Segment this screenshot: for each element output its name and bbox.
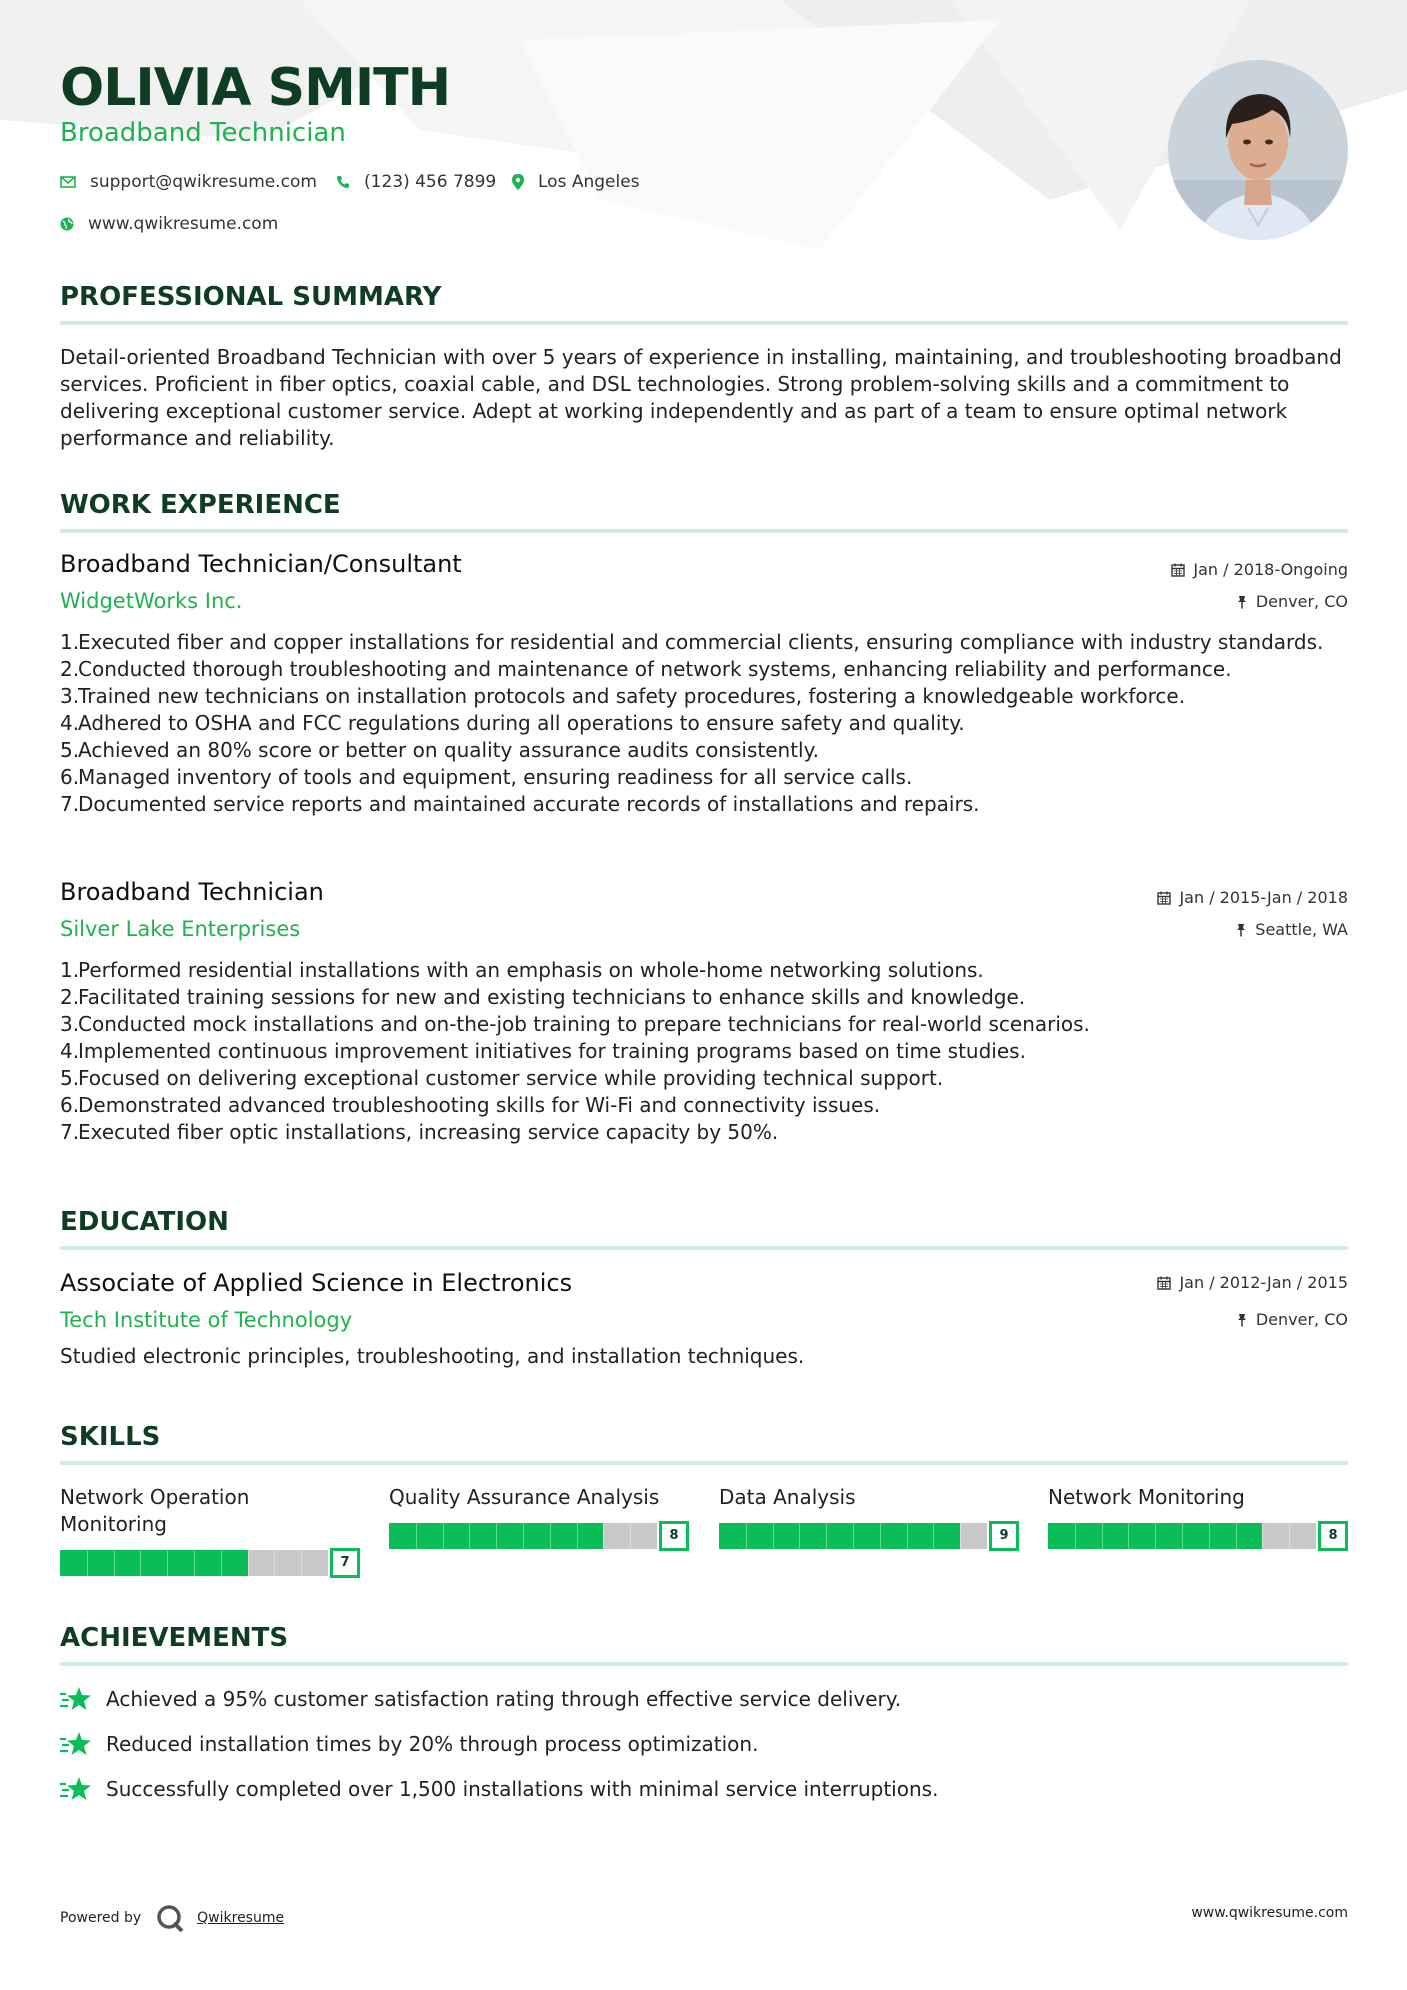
job-location bbox=[1235, 920, 1348, 939]
footer-powered-by bbox=[60, 1903, 284, 1933]
skill-bar-segment bbox=[301, 1550, 302, 1576]
skill-bar-segment bbox=[140, 1550, 141, 1576]
job-title: Broadband Technician bbox=[60, 878, 324, 906]
skill-bar-segment bbox=[746, 1523, 747, 1549]
job-bullets bbox=[60, 957, 1348, 1146]
list-item: 4. Adhered to OSHA and FCC regulations during all operations to ensure safety and quality. bbox=[60, 711, 965, 735]
skill-bar-segment bbox=[1209, 1523, 1210, 1549]
experience-divider bbox=[60, 529, 1348, 533]
experience-heading: WORK EXPERIENCE bbox=[60, 490, 341, 520]
list-item: 1. Executed fiber and copper installations for residential and commercial clients, ensuring compliance with industry standards. bbox=[60, 630, 1324, 654]
skill-bar-segment bbox=[1182, 1523, 1183, 1549]
achievement-text: Achieved a 95% customer satisfaction rating through effective service delivery. bbox=[106, 1687, 902, 1711]
profile-photo bbox=[1168, 60, 1348, 240]
job-company: WidgetWorks Inc. bbox=[60, 589, 243, 613]
skill-bar-fill bbox=[719, 1523, 960, 1549]
pin-icon bbox=[1236, 595, 1248, 609]
phone-icon bbox=[336, 175, 350, 189]
skill-bar-segment bbox=[880, 1523, 881, 1549]
skill-bar-segment bbox=[933, 1523, 934, 1549]
education-location-text: Denver, CO bbox=[1255, 1310, 1348, 1329]
star-award-icon bbox=[60, 1686, 92, 1712]
skill-bar-segment bbox=[550, 1523, 551, 1549]
skill-name: Network Monitoring bbox=[1048, 1485, 1245, 1509]
education-location bbox=[1236, 1310, 1348, 1329]
achievements-divider bbox=[60, 1662, 1348, 1666]
job-dates bbox=[1157, 888, 1348, 907]
skill-bar-segment bbox=[114, 1550, 115, 1576]
skill-bar-segment bbox=[274, 1550, 275, 1576]
skill-bar-segment bbox=[630, 1523, 631, 1549]
skill-bar-segment bbox=[960, 1523, 961, 1549]
skill-bar-segment bbox=[1262, 1523, 1263, 1549]
achievement-item bbox=[60, 1731, 758, 1757]
summary-heading: PROFESSIONAL SUMMARY bbox=[60, 282, 442, 312]
achievement-item bbox=[60, 1776, 938, 1802]
phone-text: (123) 456 7899 bbox=[364, 172, 497, 192]
skill-name: Data Analysis bbox=[719, 1485, 856, 1509]
skill-score: 8 bbox=[659, 1521, 689, 1551]
skill-name: Quality Assurance Analysis bbox=[389, 1485, 660, 1509]
job-dates-text: Jan / 2015-Jan / 2018 bbox=[1179, 888, 1348, 907]
school-name: Tech Institute of Technology bbox=[60, 1308, 353, 1332]
pin-icon bbox=[1235, 923, 1247, 937]
phone-contact[interactable] bbox=[336, 172, 496, 192]
website-contact[interactable] bbox=[60, 214, 278, 234]
list-item: 5. Achieved an 80% score or better on quality assurance audits consistently. bbox=[60, 738, 819, 762]
skill-item bbox=[60, 1484, 360, 1570]
skill-bar-segment bbox=[907, 1523, 908, 1549]
achievement-text: Reduced installation times by 20% through process optimization. bbox=[106, 1732, 759, 1756]
list-item: 7. Documented service reports and maintained accurate records of installations and repairs. bbox=[60, 792, 980, 816]
skill-bar-fill bbox=[60, 1550, 248, 1576]
skill-bar-segment bbox=[1155, 1523, 1156, 1549]
skill-bar-segment bbox=[416, 1523, 417, 1549]
skill-bar-segment bbox=[248, 1550, 249, 1576]
skill-bar-segment bbox=[194, 1550, 195, 1576]
skill-bar-segment bbox=[1236, 1523, 1237, 1549]
skill-bar-segment bbox=[523, 1523, 524, 1549]
list-item: 2. Conducted thorough troubleshooting and maintenance of network systems, enhancing reliability and performance. bbox=[60, 657, 1232, 681]
skill-bar-segment bbox=[577, 1523, 578, 1549]
list-item: 6. Demonstrated advanced troubleshooting skills for Wi-Fi and connectivity issues. bbox=[60, 1093, 881, 1117]
location-contact bbox=[512, 172, 640, 192]
skill-score: 9 bbox=[989, 1521, 1019, 1551]
location-text: Los Angeles bbox=[538, 172, 640, 192]
list-item: 4. Implemented continuous improvement initiatives for training programs based on time studies. bbox=[60, 1039, 1026, 1063]
skill-bar-segment bbox=[1128, 1523, 1129, 1549]
skills-divider bbox=[60, 1461, 1348, 1465]
skill-bar-segment bbox=[221, 1550, 222, 1576]
skill-bar-segment bbox=[799, 1523, 800, 1549]
summary-text: Detail-oriented Broadband Technician with over 5 years of experience in installing, maintaining, and troubleshooting broadband services. Proficient in fiber optics, coaxial cable, and DSL technologies. Strong problem-solving skills and a commitment to delivering exceptional customer service. Adept at working independently and as part of a team to ensure optimal network performance and reliability. bbox=[60, 345, 1342, 450]
email-contact[interactable] bbox=[60, 172, 317, 192]
job-bullets bbox=[60, 629, 1348, 818]
education-dates-text: Jan / 2012-Jan / 2015 bbox=[1179, 1273, 1348, 1292]
skill-bar-segment bbox=[167, 1550, 168, 1576]
powered-by-label: Powered by bbox=[60, 1910, 142, 1926]
job-location bbox=[1236, 592, 1348, 611]
education-description: Studied electronic principles, troubleshooting, and installation techniques. bbox=[60, 1344, 805, 1368]
candidate-name: OLIVIA SMITH bbox=[60, 58, 451, 118]
star-award-icon bbox=[60, 1731, 92, 1757]
skill-bar-segment bbox=[1289, 1523, 1290, 1549]
skill-bar-segment bbox=[496, 1523, 497, 1549]
skill-bar-segment bbox=[773, 1523, 774, 1549]
list-item: 1. Performed residential installations with an emphasis on whole-home networking solutions. bbox=[60, 958, 984, 982]
skill-bar-segment bbox=[826, 1523, 827, 1549]
list-item: 6. Managed inventory of tools and equipment, ensuring readiness for all service calls. bbox=[60, 765, 913, 789]
education-divider bbox=[60, 1246, 1348, 1250]
star-award-icon bbox=[60, 1776, 92, 1802]
skill-bar-segment bbox=[603, 1523, 604, 1549]
achievement-text: Successfully completed over 1,500 installations with minimal service interruptions. bbox=[106, 1777, 939, 1801]
skill-bar-segment bbox=[469, 1523, 470, 1549]
skill-bar-segment bbox=[443, 1523, 444, 1549]
pin-icon bbox=[1236, 1313, 1248, 1327]
achievements-heading: ACHIEVEMENTS bbox=[60, 1623, 289, 1653]
skill-item bbox=[389, 1484, 689, 1543]
list-item: 2. Facilitated training sessions for new and existing technicians to enhance skills and knowledge. bbox=[60, 985, 1026, 1009]
skill-item bbox=[719, 1484, 1019, 1543]
skill-bar-segment bbox=[1075, 1523, 1076, 1549]
job-dates-text: Jan / 2018-Ongoing bbox=[1193, 560, 1348, 579]
calendar-icon bbox=[1157, 1276, 1171, 1290]
skill-bar-segment bbox=[87, 1550, 88, 1576]
email-text: support@qwikresume.com bbox=[90, 172, 317, 192]
job-dates bbox=[1171, 560, 1348, 579]
list-item: 5. Focused on delivering exceptional customer service while providing technical support. bbox=[60, 1066, 944, 1090]
qwikresume-link[interactable]: Qwikresume bbox=[197, 1910, 285, 1926]
education-heading: EDUCATION bbox=[60, 1207, 229, 1237]
achievement-item bbox=[60, 1686, 901, 1712]
envelope-icon bbox=[60, 176, 76, 188]
list-item: 3. Conducted mock installations and on-the-job training to prepare technicians for real-world scenarios. bbox=[60, 1012, 1090, 1036]
job-location-text: Denver, CO bbox=[1255, 592, 1348, 611]
globe-icon bbox=[60, 217, 74, 231]
job-location-text: Seattle, WA bbox=[1255, 920, 1348, 939]
skill-score: 7 bbox=[330, 1548, 360, 1578]
skill-level-bar bbox=[389, 1521, 689, 1549]
skills-heading: SKILLS bbox=[60, 1422, 161, 1452]
job-company: Silver Lake Enterprises bbox=[60, 917, 301, 941]
job-title: Broadband Technician/Consultant bbox=[60, 550, 462, 578]
skill-name: Network Operation Monitoring bbox=[60, 1485, 250, 1536]
calendar-icon bbox=[1157, 891, 1171, 905]
skill-level-bar bbox=[60, 1548, 360, 1576]
education-dates bbox=[1157, 1273, 1348, 1292]
degree-title: Associate of Applied Science in Electronics bbox=[60, 1269, 573, 1297]
list-item: 7. Executed fiber optic installations, increasing service capacity by 50%. bbox=[60, 1120, 779, 1144]
footer-website[interactable]: www.qwikresume.com bbox=[1191, 1905, 1348, 1921]
skill-level-bar bbox=[719, 1521, 1019, 1549]
qwikresume-logo-icon bbox=[155, 1903, 185, 1933]
map-pin-icon bbox=[512, 174, 524, 190]
skill-bar-segment bbox=[1102, 1523, 1103, 1549]
list-item: 3. Trained new technicians on installation protocols and safety procedures, fostering a knowledgeable workforce. bbox=[60, 684, 1186, 708]
summary-divider bbox=[60, 321, 1348, 325]
calendar-icon bbox=[1171, 563, 1185, 577]
skill-level-bar bbox=[1048, 1521, 1348, 1549]
skill-item bbox=[1048, 1484, 1348, 1543]
website-text: www.qwikresume.com bbox=[88, 214, 279, 234]
skill-bar-segment bbox=[853, 1523, 854, 1549]
skill-score: 8 bbox=[1318, 1521, 1348, 1551]
candidate-title: Broadband Technician bbox=[60, 118, 346, 148]
